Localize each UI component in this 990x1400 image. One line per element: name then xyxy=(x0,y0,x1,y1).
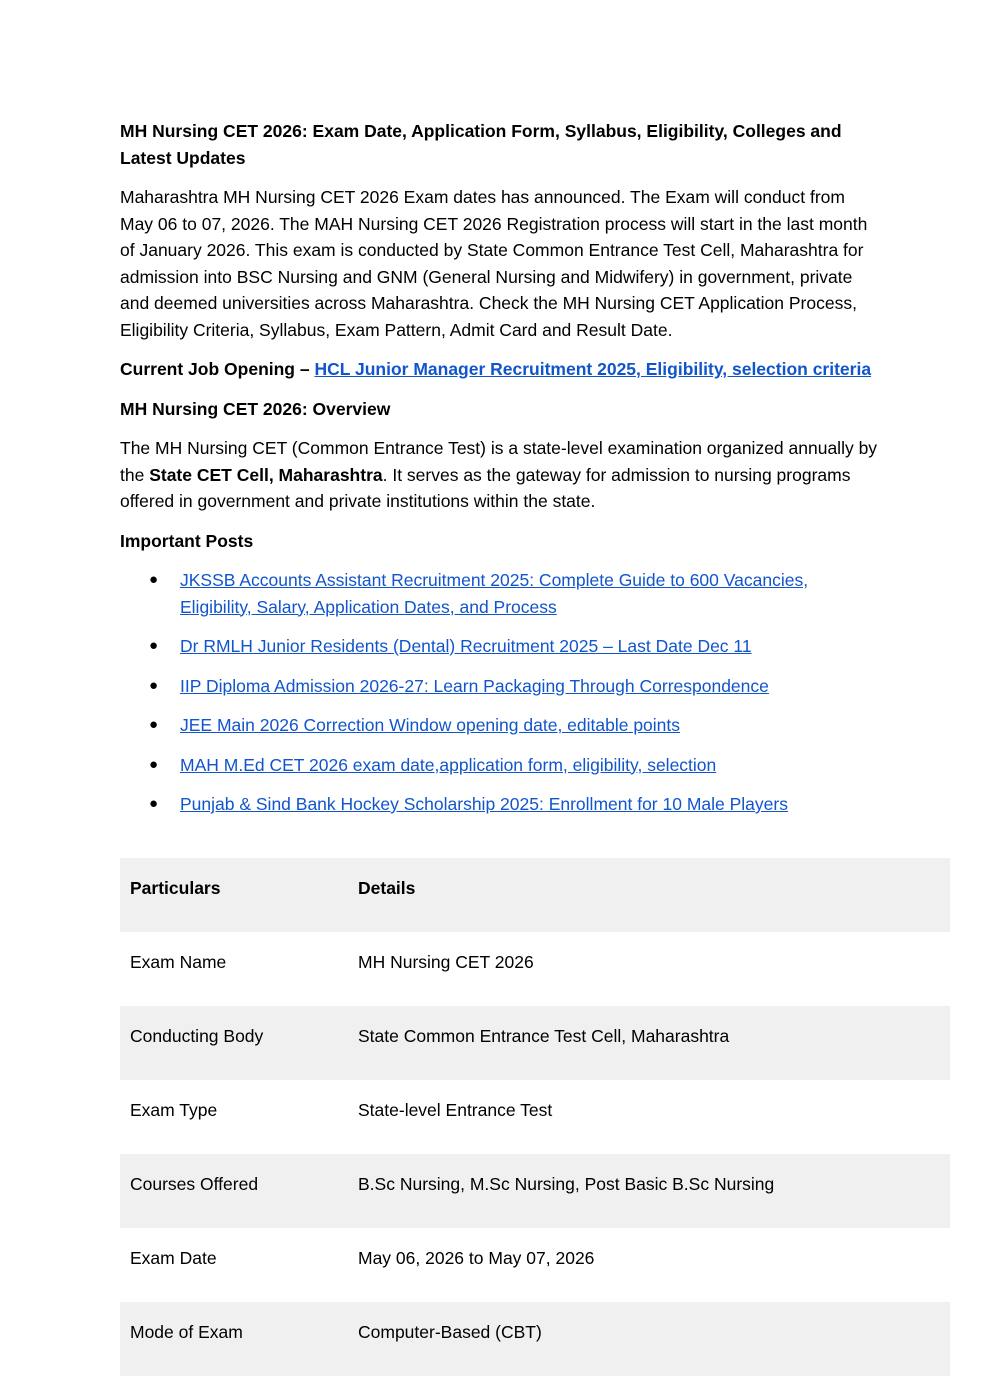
important-post-link[interactable]: Dr RMLH Junior Residents (Dental) Recruitment 2025 – Last Date Dec 11 xyxy=(180,636,752,656)
table-cell-value: Computer-Based (CBT) xyxy=(358,1321,542,1342)
important-post-link[interactable]: JKSSB Accounts Assistant Recruitment 2025: Complete Guide to 600 Vacancies, Eligibility, Salary, Application Dates, and Process xyxy=(180,570,809,617)
important-post-link[interactable]: IIP Diploma Admission 2026-27: Learn Packaging Through Correspondence xyxy=(180,675,769,696)
table-row xyxy=(120,932,950,1006)
job-opening-link[interactable]: HCL Junior Manager Recruitment 2025, Eligibility, selection criteria xyxy=(314,359,872,379)
list-item xyxy=(149,791,880,818)
bullet-icon: ● xyxy=(149,676,159,694)
important-post-link[interactable]: Punjab & Sind Bank Hockey Scholarship 2025: Enrollment for 10 Male Players xyxy=(180,794,788,814)
table-header-cell: Details xyxy=(358,877,416,898)
table-cell-label: Exam Type xyxy=(130,1099,218,1120)
table-cell-label: Exam Name xyxy=(130,951,227,972)
intro-paragraph: Maharashtra MH Nursing CET 2026 Exam dates has announced. The Exam will conduct from May 06 to 07, 2026. The MAH Nursing CET 2026 Registration process will start in the last month of January 2026. This exam is conducted by State Common Entrance Test Cell, Maharashtra for admission into BSC Nursing and GNM (General Nursing and Midwifery) in government, private and deemed universities across Maharashtra. Check the MH Nursing CET Application Process, Eligibility Criteria, Syllabus, Exam Pattern, Admit Card and Result Date. xyxy=(120,187,868,340)
table-cell-value: MH Nursing CET 2026 xyxy=(358,951,534,972)
overview-text-end: . It serves as the gateway for admission to nursing programs offered in government and private institutions within the state. xyxy=(120,464,851,511)
table-row xyxy=(120,1006,950,1080)
table-row xyxy=(120,1302,950,1376)
important-post-link[interactable]: JEE Main 2026 Correction Window opening date, editable points xyxy=(180,715,681,735)
overview-heading: MH Nursing CET 2026: Overview xyxy=(120,398,391,419)
list-item xyxy=(149,752,880,779)
table-cell-label: Courses Offered xyxy=(130,1173,259,1194)
document-body xyxy=(120,118,880,831)
page-title: MH Nursing CET 2026: Exam Date, Application Form, Syllabus, Eligibility, Colleges and Latest Updates xyxy=(120,121,842,168)
important-posts-heading: Important Posts xyxy=(120,530,254,551)
list-item xyxy=(149,633,880,660)
important-posts-list xyxy=(120,567,880,818)
table-cell-value: May 06, 2026 to May 07, 2026 xyxy=(358,1247,595,1268)
overview-bold-text: State CET Cell, Maharashtra xyxy=(149,464,383,485)
bullet-icon: ● xyxy=(149,571,159,588)
table-header-cell: Particulars xyxy=(130,877,221,898)
table-cell-value: State-level Entrance Test xyxy=(358,1099,553,1120)
bullet-icon: ● xyxy=(149,755,159,773)
bullet-icon: ● xyxy=(149,716,159,733)
bullet-icon: ● xyxy=(149,795,159,812)
table-cell-label: Conducting Body xyxy=(130,1025,264,1046)
table-cell-label: Exam Date xyxy=(130,1247,217,1268)
current-job-opening xyxy=(120,356,880,383)
job-opening-label: Current Job Opening – xyxy=(120,359,315,379)
important-post-link[interactable]: MAH M.Ed CET 2026 exam date,application form, eligibility, selection xyxy=(180,754,717,775)
table-cell-value: B.Sc Nursing, M.Sc Nursing, Post Basic B.Sc Nursing xyxy=(358,1173,775,1194)
table-row xyxy=(120,1154,950,1228)
list-item xyxy=(149,673,880,700)
table-cell-label: Mode of Exam xyxy=(130,1321,243,1342)
overview-text-start: The MH Nursing CET (Common Entrance Test) is a state-level examination organized annually by the xyxy=(120,438,878,485)
table-header-row xyxy=(120,858,950,932)
list-item xyxy=(149,567,880,620)
table-cell-value: State Common Entrance Test Cell, Maharashtra xyxy=(358,1025,730,1046)
table-row xyxy=(120,1080,950,1154)
overview-paragraph xyxy=(120,435,880,515)
table-row xyxy=(120,1228,950,1302)
bullet-icon: ● xyxy=(149,637,159,654)
list-item xyxy=(149,712,880,739)
overview-table xyxy=(120,858,950,1376)
